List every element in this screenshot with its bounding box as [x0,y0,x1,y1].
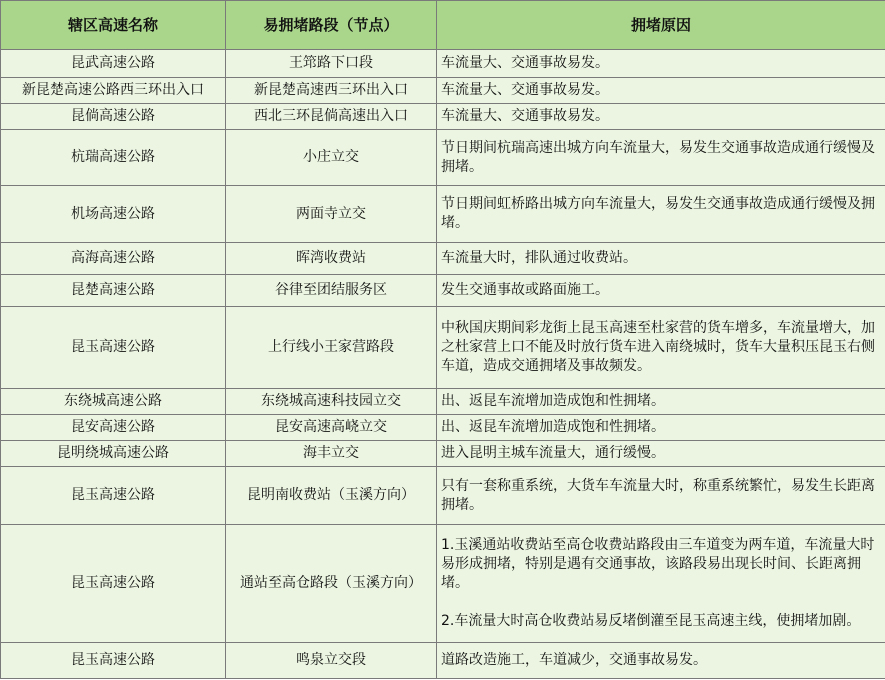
reason-paragraph: 2.车流量大时高仓收费站易反堵倒灌至昆玉高速主线，使拥堵加剧。 [441,613,861,629]
cell-congestion-reason [437,415,885,441]
cell-congestion-node: 鸣泉立交段 [226,643,437,679]
table-row [1,525,885,643]
cell-road-name: 高海高速公路 [1,243,226,275]
reason-paragraph: 发生交通事故或路面施工。 [441,282,609,298]
cell-road-name: 昆玉高速公路 [1,467,226,525]
cell-congestion-reason [437,525,885,643]
cell-congestion-node: 上行线小王家营路段 [226,307,437,389]
header-congestion-node: 易拥堵路段（节点） [226,1,437,50]
reason-paragraph: 进入昆明主城车流量大，通行缓慢。 [441,445,665,461]
cell-congestion-reason [437,130,885,186]
reason-paragraph: 出、返昆车流增加造成饱和性拥堵。 [441,419,665,435]
table-row [1,275,885,307]
reason-paragraph: 节日期间杭瑞高速出城方向车流量大，易发生交通事故造成通行缓慢及拥堵。 [441,139,875,175]
cell-congestion-node: 昆安高速高峣立交 [226,415,437,441]
reason-paragraph: 中秋国庆期间彩龙街上昆玉高速至杜家营的货车增多，车流量增大，加之杜家营上口不能及时放行货车进入南绕城时，货车大量积压昆玉右侧车道，造成交通拥堵及事故频发。 [441,320,875,374]
table-row [1,104,885,130]
reason-paragraph: 道路改造施工，车道减少，交通事故易发。 [441,652,707,668]
cell-congestion-reason [437,389,885,415]
reason-paragraph: 车流量大、交通事故易发。 [441,82,609,98]
cell-road-name: 昆玉高速公路 [1,307,226,389]
table-row [1,243,885,275]
cell-congestion-node: 两面寺立交 [226,186,437,243]
table-row [1,467,885,525]
table-header [1,1,885,50]
table-row [1,415,885,441]
cell-road-name: 东绕城高速公路 [1,389,226,415]
cell-congestion-reason [437,186,885,243]
cell-road-name: 昆玉高速公路 [1,525,226,643]
table-body [1,50,885,679]
table-row [1,130,885,186]
cell-congestion-reason [437,467,885,525]
table-row [1,78,885,104]
cell-road-name: 杭瑞高速公路 [1,130,226,186]
table-row [1,389,885,415]
reason-paragraph: 车流量大、交通事故易发。 [441,55,609,71]
table-row [1,643,885,679]
cell-congestion-reason [437,441,885,467]
reason-paragraph: 节日期间虹桥路出城方向车流量大，易发生交通事故造成通行缓慢及拥堵。 [441,196,875,231]
cell-congestion-reason [437,643,885,679]
cell-road-name: 昆楚高速公路 [1,275,226,307]
table-row [1,186,885,243]
cell-congestion-reason [437,78,885,104]
cell-congestion-reason [437,275,885,307]
cell-road-name: 新昆楚高速公路西三环出入口 [1,78,226,104]
cell-congestion-node: 西北三环昆倘高速出入口 [226,104,437,130]
table-row [1,441,885,467]
reason-paragraph: 出、返昆车流增加造成饱和性拥堵。 [441,393,665,409]
cell-road-name: 昆武高速公路 [1,50,226,78]
cell-road-name: 昆玉高速公路 [1,643,226,679]
cell-congestion-node: 晖湾收费站 [226,243,437,275]
reason-paragraph: 只有一套称重系统，大货车车流量大时，称重系统繁忙，易发生长距离拥堵。 [441,477,875,513]
cell-congestion-node: 昆明南收费站（玉溪方向） [226,467,437,525]
reason-paragraph: 1.玉溪通站收费站至高仓收费站路段由三车道变为两车道，车流量大时易形成拥堵，特别是遇有交通事故，该路段易出现长时间、长距离拥堵。 [441,537,875,591]
cell-congestion-node: 王筇路下口段 [226,50,437,78]
cell-congestion-reason [437,50,885,78]
cell-congestion-reason [437,243,885,275]
cell-congestion-reason [437,104,885,130]
cell-congestion-reason [437,307,885,389]
cell-congestion-node: 小庄立交 [226,130,437,186]
reason-paragraph: 车流量大、交通事故易发。 [441,108,609,124]
header-row [1,1,885,50]
cell-congestion-node: 新昆楚高速西三环出入口 [226,78,437,104]
cell-congestion-node: 海丰立交 [226,441,437,467]
cell-road-name: 昆倘高速公路 [1,104,226,130]
cell-road-name: 机场高速公路 [1,186,226,243]
reason-paragraph: 车流量大时，排队通过收费站。 [441,250,637,266]
cell-road-name: 昆安高速公路 [1,415,226,441]
cell-congestion-node: 东绕城高速科技园立交 [226,389,437,415]
cell-congestion-node: 通站至高仓路段（玉溪方向） [226,525,437,643]
table-row [1,50,885,78]
table-row [1,307,885,389]
header-road-name: 辖区高速名称 [1,1,226,50]
cell-road-name: 昆明绕城高速公路 [1,441,226,467]
cell-congestion-node: 谷律至团结服务区 [226,275,437,307]
header-congestion-reason: 拥堵原因 [437,1,885,50]
